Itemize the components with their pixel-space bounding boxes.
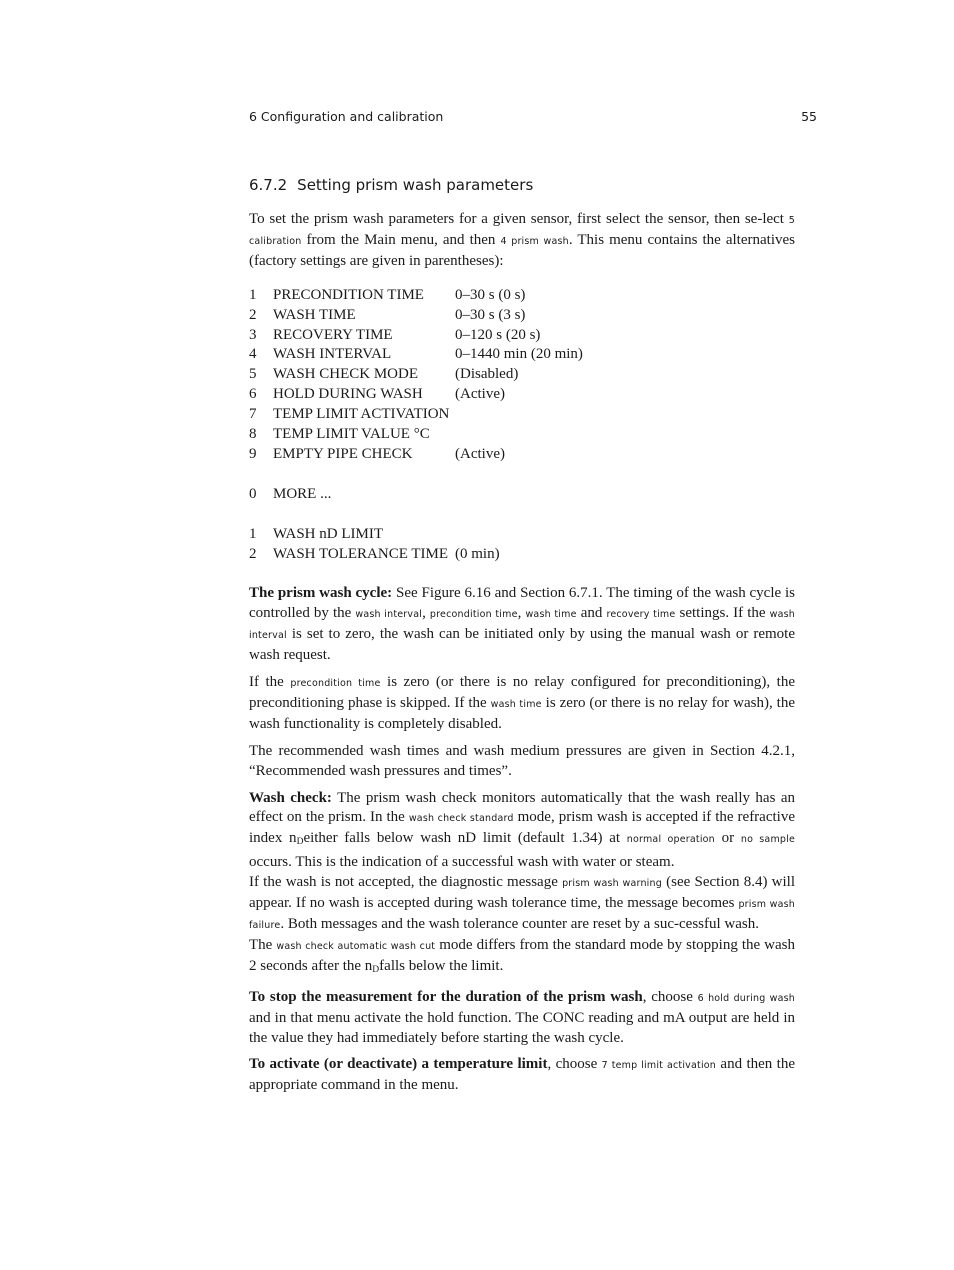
text: The prism wash check monitors automatically that the wash really has an effect on the prism. In the bbox=[249, 789, 795, 826]
menu-item-label: TEMP LIMIT VALUE °C bbox=[273, 425, 430, 442]
text: either falls below wash nD limit (default 1.34) at bbox=[303, 830, 627, 847]
paragraph-not-accepted bbox=[249, 873, 795, 936]
run-in-heading: To activate (or deactivate) a temperature limit bbox=[249, 1056, 548, 1073]
text: mode differs from the standard mode by stopping the wash 2 seconds after the n bbox=[249, 936, 796, 974]
menu-item-number: 8 bbox=[249, 425, 257, 442]
menu-item-number: 1 bbox=[249, 525, 257, 542]
menu-item-label: HOLD DURING WASH bbox=[273, 386, 423, 403]
intro-paragraph bbox=[249, 210, 795, 272]
menu-item bbox=[249, 345, 795, 365]
text: occurs. This is the indication of a successful wash with water or steam. bbox=[249, 854, 675, 871]
paragraph-stop-measurement bbox=[249, 988, 795, 1049]
text: and in that menu activate the hold function. The CONC reading and mA output are held in the value they had immediately before starting the wash cycle. bbox=[249, 1009, 795, 1046]
menu-ref: wash interval bbox=[355, 609, 423, 621]
menu-item-label: WASH CHECK MODE bbox=[273, 366, 419, 383]
menu-list-more bbox=[249, 485, 795, 505]
text: If the bbox=[249, 674, 291, 691]
menu-ref: 6 hold during wash bbox=[697, 992, 795, 1004]
text: , bbox=[422, 605, 430, 622]
menu-ref: wash check standard bbox=[408, 813, 514, 825]
menu-item-label: PRECONDITION TIME bbox=[273, 286, 424, 303]
paragraph-temperature-limit bbox=[249, 1055, 795, 1096]
menu-item-number: 2 bbox=[249, 306, 257, 323]
menu-item-label: TEMP LIMIT ACTIVATION bbox=[273, 406, 450, 423]
menu-item-label: MORE ... bbox=[273, 485, 332, 502]
text: To set the prism wash parameters for a given sensor, first select the sensor, then se-lect bbox=[249, 211, 789, 227]
menu-ref: precondition time bbox=[429, 609, 518, 621]
menu-ref: prism wash warning bbox=[562, 878, 662, 890]
menu-item-label: WASH TIME bbox=[273, 306, 356, 323]
menu-ref: 4 prism wash bbox=[500, 235, 569, 247]
menu-item-label: RECOVERY TIME bbox=[273, 326, 393, 343]
subscript: D bbox=[296, 837, 304, 848]
text: See Figure 6.16 and Section 6.7.1. The timing of the wash cycle is controlled by the bbox=[249, 585, 796, 622]
menu-item bbox=[249, 545, 795, 565]
section-title: Setting prism wash parameters bbox=[297, 176, 534, 194]
text: and then the appropriate command in the menu. bbox=[249, 1056, 795, 1094]
text: from the Main menu, and then bbox=[301, 231, 501, 248]
menu-item-label: WASH TOLERANCE TIME bbox=[273, 545, 449, 562]
menu-item-value: 0–1440 min (20 min) bbox=[455, 346, 583, 363]
menu-item-number: 6 bbox=[249, 386, 257, 403]
text: (see Section 8.4) will appear. If no wash is accepted during wash tolerance time, the message becomes bbox=[249, 874, 795, 912]
text: If the wash is not accepted, the diagnostic message bbox=[249, 874, 563, 891]
menu-item bbox=[249, 306, 795, 326]
menu-ref: wash time bbox=[525, 609, 577, 621]
menu-item bbox=[249, 485, 795, 505]
menu-ref: wash interval bbox=[249, 609, 795, 642]
menu-item bbox=[249, 405, 795, 425]
menu-item bbox=[249, 525, 795, 545]
text: and bbox=[576, 605, 607, 622]
menu-list-main bbox=[249, 286, 795, 465]
menu-item-number: 3 bbox=[249, 326, 257, 343]
text: is zero (or there is no relay configured for preconditioning), the preconditioning phase is skipped. If the bbox=[249, 674, 795, 711]
run-in-heading: Wash check: bbox=[249, 789, 332, 806]
page-number: 55 bbox=[801, 109, 817, 124]
menu-ref: no sample bbox=[740, 834, 796, 846]
running-header bbox=[249, 109, 817, 124]
menu-ref: recovery time bbox=[606, 609, 676, 621]
menu-item-value: (Active) bbox=[455, 386, 505, 403]
menu-item-number: 9 bbox=[249, 445, 257, 462]
text: mode, prism wash is accepted if the refractive index n bbox=[249, 809, 795, 847]
paragraph-wash-cycle bbox=[249, 584, 795, 666]
menu-item-number: 0 bbox=[249, 485, 257, 502]
menu-item-value: 0–30 s (0 s) bbox=[455, 286, 526, 303]
menu-item-label: EMPTY PIPE CHECK bbox=[273, 445, 413, 462]
menu-list-sub bbox=[249, 525, 795, 565]
text: , choose bbox=[642, 988, 698, 1005]
paragraph-automatic-wash-cut bbox=[249, 936, 795, 981]
text: . This menu contains the alternatives (factory settings are given in parentheses): bbox=[249, 231, 795, 269]
menu-item bbox=[249, 385, 795, 405]
menu-item-value: (Disabled) bbox=[455, 366, 519, 383]
text: is set to zero, the wash can be initiated only by using the manual wash or remote wash request. bbox=[249, 626, 795, 664]
paragraph-wash-check bbox=[249, 789, 795, 874]
menu-ref: 5 calibration bbox=[249, 215, 795, 247]
paragraph-precondition bbox=[249, 673, 795, 735]
text: , choose bbox=[547, 1056, 602, 1073]
menu-item-number: 1 bbox=[249, 286, 257, 303]
menu-item bbox=[249, 445, 795, 465]
text: is zero (or there is no relay for wash), the wash functionality is completely disabled. bbox=[249, 694, 795, 732]
text: . Both messages and the wash tolerance counter are reset by a suc-cessful wash. bbox=[280, 916, 760, 932]
run-in-heading: The prism wash cycle: bbox=[249, 585, 393, 602]
section-number: 6.7.2 bbox=[249, 176, 288, 194]
menu-ref: prism wash failure bbox=[249, 899, 795, 931]
paragraph-recommended: The recommended wash times and wash medium pressures are given in Section 4.2.1, “Recommended wash pressures and times”. bbox=[249, 742, 795, 779]
menu-ref: precondition time bbox=[290, 678, 381, 690]
menu-item-number: 7 bbox=[249, 406, 257, 423]
menu-item-value: (Active) bbox=[455, 445, 505, 462]
menu-item-number: 2 bbox=[249, 545, 257, 562]
menu-item-number: 4 bbox=[249, 346, 257, 363]
menu-item-value: (0 min) bbox=[455, 545, 500, 562]
menu-item bbox=[249, 365, 795, 385]
text: or bbox=[714, 830, 741, 847]
text: falls below the limit. bbox=[379, 957, 504, 974]
text: settings. If the bbox=[675, 605, 770, 622]
menu-item-number: 5 bbox=[249, 366, 257, 383]
menu-ref: normal operation bbox=[626, 834, 715, 846]
text: , bbox=[517, 605, 526, 622]
menu-ref: wash check automatic wash cut bbox=[276, 940, 436, 952]
menu-item-value: 0–120 s (20 s) bbox=[455, 326, 541, 343]
section-heading bbox=[249, 176, 533, 194]
menu-item-label: WASH INTERVAL bbox=[273, 346, 392, 363]
menu-ref: 7 temp limit activation bbox=[601, 1060, 717, 1072]
menu-item bbox=[249, 425, 795, 445]
menu-item-label: WASH nD LIMIT bbox=[273, 525, 383, 542]
chapter-title: 6 Configuration and calibration bbox=[249, 109, 444, 124]
menu-item bbox=[249, 326, 795, 346]
text: The bbox=[249, 936, 277, 953]
menu-ref: wash time bbox=[490, 698, 542, 710]
body-text bbox=[249, 210, 795, 1096]
run-in-heading: To stop the measurement for the duration of the prism wash bbox=[249, 988, 643, 1005]
menu-item bbox=[249, 286, 795, 306]
menu-item-value: 0–30 s (3 s) bbox=[455, 306, 526, 323]
subscript: D bbox=[372, 964, 380, 975]
